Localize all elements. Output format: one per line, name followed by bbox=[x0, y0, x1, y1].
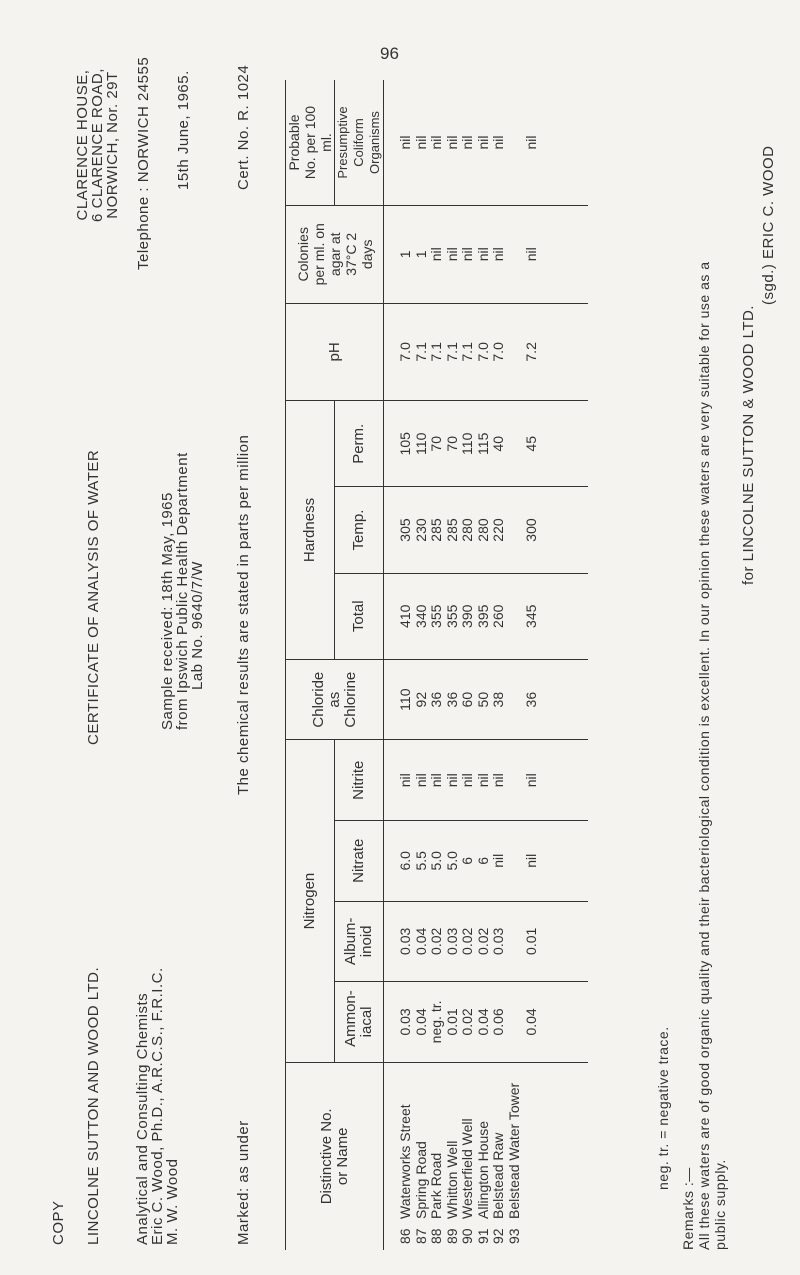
header-hardness: Hardness bbox=[286, 401, 335, 660]
address-line: CLARENCE HOUSE, bbox=[74, 69, 91, 221]
sample-line: Lab No. 9640/7/W bbox=[189, 561, 206, 690]
header-chloride: Chloride as Chlorine bbox=[286, 659, 384, 740]
header-temp: Temp. bbox=[335, 487, 384, 573]
header-presumptive: Presumptive Coliform Organisms bbox=[335, 80, 384, 205]
names-column bbox=[384, 1062, 589, 1250]
chemists-block bbox=[135, 967, 180, 1245]
signature-name: (sgd.) ERIC C. WOOD bbox=[760, 145, 777, 305]
address-line: 6 CLARENCE ROAD, bbox=[89, 68, 106, 222]
ph-column: 7.0 7.1 7.1 7.1 7.1 7.0 7.0 7.2 bbox=[384, 303, 589, 401]
chemical-note: The chemical results are stated in parts per million bbox=[235, 434, 252, 795]
sample-line: from Ipswich Public Health Department bbox=[174, 452, 191, 730]
address-line: NORWICH, Nor. 29T bbox=[104, 71, 121, 219]
header-ammoniacal: Ammon- iacal bbox=[335, 982, 384, 1063]
chemists-line: M. W. Wood bbox=[164, 1158, 181, 1245]
page-number: 96 bbox=[380, 44, 399, 63]
perm-column: 105 110 70 70 110 115 40 45 bbox=[384, 401, 589, 487]
sample-line: Sample received: 18th May, 1965 bbox=[159, 492, 176, 730]
nitrite-column: nil nil nil nil nil nil nil nil bbox=[384, 740, 589, 821]
albuminoid-column: 0.03 0.04 0.02 0.03 0.02 0.02 0.03 0.01 bbox=[384, 901, 589, 982]
analysis-table bbox=[285, 80, 588, 1250]
header-nitrite: Nitrite bbox=[335, 740, 384, 821]
report-date: 15th June, 1965. bbox=[175, 70, 192, 190]
header-nitrogen: Nitrogen bbox=[286, 740, 335, 1062]
colonies-column: 1 1 nil nil nil nil nil nil bbox=[384, 205, 589, 303]
address-block bbox=[75, 25, 120, 265]
header-nitrate: Nitrate bbox=[335, 821, 384, 902]
company-name: LINCOLNE SUTTON AND WOOD LTD. bbox=[85, 966, 102, 1245]
nitrate-column: 6.0 5.5 5.0 5.0 6 6 nil nil bbox=[384, 821, 589, 902]
list-item: 93Belstead Water Tower bbox=[505, 1082, 522, 1244]
marked-label: Marked: as under bbox=[235, 1120, 252, 1245]
list-item: 92Belstead Raw bbox=[490, 1132, 506, 1244]
list-item: 89Whitton Well bbox=[443, 1140, 460, 1244]
coliform-column: nil nil nil nil nil nil nil nil bbox=[397, 135, 539, 150]
temp-column: 305 230 285 285 280 280 220 300 bbox=[384, 487, 589, 573]
footnote: neg. tr. = negative trace. bbox=[655, 1026, 671, 1190]
header-colonies: Colonies per ml. on agar at 37°C 2 days bbox=[286, 205, 384, 303]
remarks-text-2: public supply. bbox=[712, 1159, 728, 1250]
header-ph: pH bbox=[286, 303, 384, 401]
chemists-line: Eric C. Wood, Ph.D., A.R.C.S., F.R.I.C. bbox=[149, 967, 166, 1245]
header-distinctive: Distinctive No. or Name bbox=[286, 1062, 384, 1250]
signature-for: for LINCOLNE SUTTON & WOOD LTD. bbox=[740, 305, 757, 585]
certificate-title: CERTIFICATE OF ANALYSIS OF WATER bbox=[85, 449, 102, 745]
chemists-line: Analytical and Consulting Chemists bbox=[134, 992, 151, 1245]
cert-number: Cert. No. R. 1024 bbox=[235, 64, 252, 190]
remarks-label: Remarks :— bbox=[680, 1167, 696, 1250]
header-albuminoid: Album- inoid bbox=[335, 901, 384, 982]
telephone: Telephone : NORWICH 24555 bbox=[135, 56, 152, 270]
list-item: 88Park Road bbox=[428, 1152, 444, 1244]
ammoniacal-column: 0.03 0.04 neg. tr. 0.01 0.02 0.04 0.06 0.04 bbox=[384, 982, 589, 1063]
total-column: 410 340 355 355 390 395 260 345 bbox=[384, 573, 589, 659]
list-item: 91Allington House bbox=[474, 1120, 491, 1244]
chloride-column: 110 92 36 36 60 50 38 36 bbox=[384, 659, 589, 740]
copy-label: COPY bbox=[50, 1200, 67, 1245]
remarks-text: All these waters are of good organic quality and their bacteriological condition is excellent. In our opinion these waters are very suitable for use as a bbox=[696, 261, 712, 1250]
list-item: 87Spring Road bbox=[412, 1141, 429, 1244]
header-probable: Probable No. per 100 ml. bbox=[286, 80, 335, 205]
header-perm: Perm. bbox=[335, 401, 384, 487]
sample-block bbox=[160, 452, 205, 730]
header-total: Total bbox=[335, 573, 384, 659]
list-item: 86Waterworks Street bbox=[397, 1104, 413, 1244]
list-item: 90Westerfield Well bbox=[459, 1118, 475, 1244]
